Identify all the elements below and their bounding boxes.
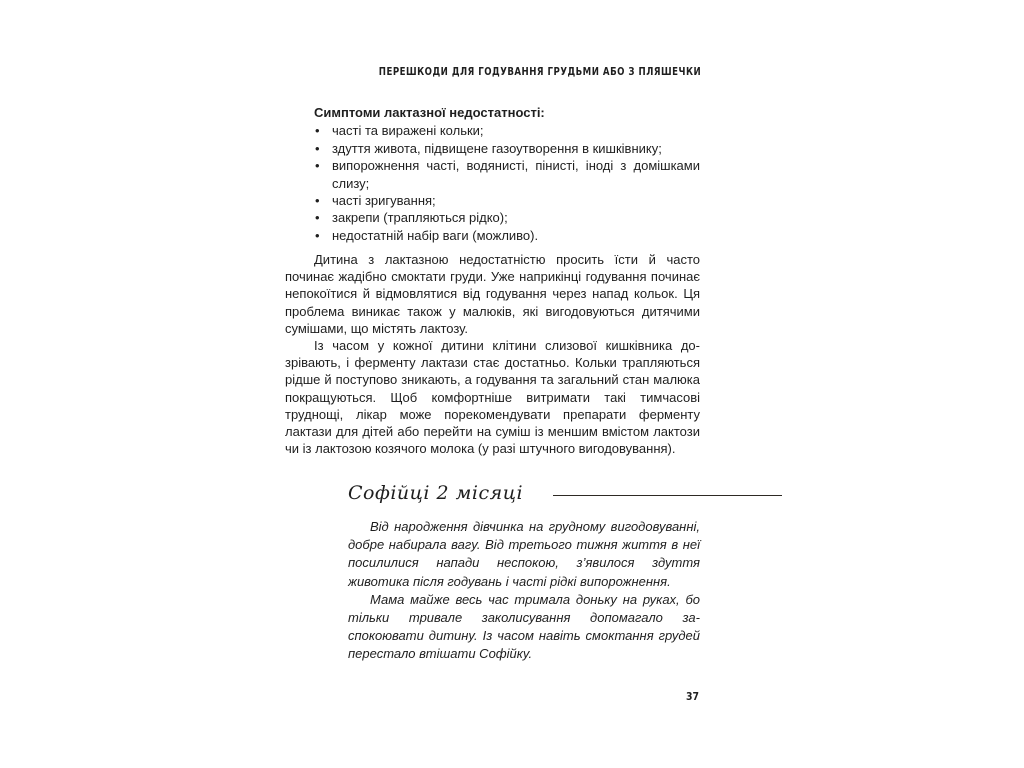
symptom-item	[314, 140, 700, 157]
bullet-icon: •	[315, 193, 320, 209]
symptom-text: випорожнення часті, водянисті, пінисті, іноді з домішками слизу;	[332, 158, 700, 191]
bullet-icon: •	[315, 140, 320, 156]
symptom-item	[314, 227, 700, 244]
body-paragraph: Із часом у кожної дитини клітини слизової кишківника дозрівають, і ферменту лактази стає достатньо. Кольки трапляються рідше й поступово зникають, а годування та загальний стан малюка покращуються. Щоб комфортніше витримати такі тимчасові труднощі, лікар може порекомендувати препарати ферменту лактази для дітей або перейти на суміш із меншим вмістом лактози чи із лактозою козячого молока (у разі штучного вигодовування).	[285, 338, 700, 457]
bullet-icon: •	[315, 210, 320, 226]
case-story	[348, 518, 700, 664]
symptom-item	[314, 209, 700, 226]
bullet-icon: •	[315, 123, 320, 139]
symptom-item	[314, 122, 700, 139]
case-paragraph: Мама майже весь час тримала доньку на руках, бо тільки тривале заколисування допомагало заспокоювати дитину. Із часом навіть смоктання грудей перестало втішати Софійку.	[348, 591, 700, 662]
symptom-item	[314, 157, 700, 192]
symptoms-title: Симптоми лактазної недостатності:	[314, 105, 545, 120]
symptom-text: часті та виражені кольки;	[332, 123, 484, 139]
case-paragraph: Від народження дівчинка на грудному вигодовуванні, добре набирала вагу. Від третього тижня життя в неї посилилися напади неспокою, з’явилося здуття животика після годувань і часті рідкі випорожнення.	[348, 519, 700, 589]
case-title: Софійці 2 місяці	[348, 482, 524, 504]
symptom-text: недостатній набір ваги (можливо).	[332, 227, 539, 243]
page-number: 37	[686, 690, 700, 703]
body-paragraph: Дитина з лактазною недостатністю просить їсти й часто починає жадібно смоктати груди. Уже наприкінці годування починає непокоїтися й відмовлятися від годування через напад кольок. Ця проблема виникає також у малюків, які вигодовуються дитячими сумішами, що містять лактозу.	[285, 252, 700, 336]
case-title-rule	[553, 495, 782, 496]
running-header: ПЕРЕШКОДИ ДЛЯ ГОДУВАННЯ ГРУДЬМИ АБО З ПЛЯШЕЧКИ	[378, 66, 701, 78]
symptoms-list	[314, 122, 700, 244]
symptom-text: часті зригування;	[332, 193, 436, 209]
symptoms-block	[314, 104, 700, 244]
bullet-icon: •	[315, 158, 320, 174]
symptom-text: закрепи (трапляються рідко);	[332, 210, 508, 226]
symptom-text: здуття живота, підвищене газоутворення в кишківнику;	[332, 140, 662, 156]
body-text	[285, 251, 700, 457]
bullet-icon: •	[315, 227, 320, 243]
symptom-item	[314, 192, 700, 209]
